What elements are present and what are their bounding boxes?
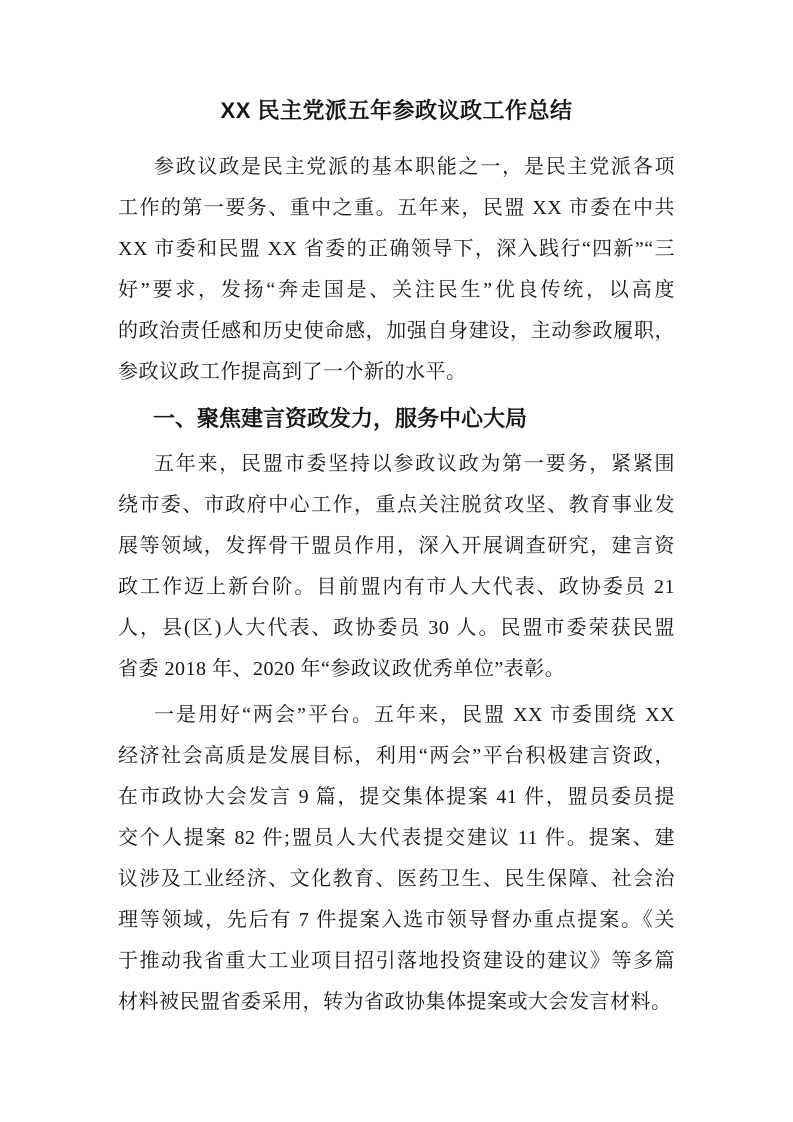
text-line: 材料被民盟省委采用，转为省政协集体提案或大会发言材料。 xyxy=(118,991,672,1013)
text-line: 五年来，民盟市委坚持以参政议政为第一要务，紧紧围 xyxy=(154,453,675,475)
text-line: 经济社会高质是发展目标，利用“两会”平台积极建言资政， xyxy=(118,745,675,767)
text-line: 绕市委、市政府中心工作，重点关注脱贫攻坚、教育事业发 xyxy=(118,494,675,516)
text-line: 好”要求，发扬“奔走国是、关注民生”优良传统，以高度 xyxy=(118,279,675,301)
text-line: 政工作迈上新台阶。目前盟内有市人大代表、政协委员 21 xyxy=(118,576,675,598)
text-line: 交个人提案 82 件;盟员人大代表提交建议 11 件。提案、建 xyxy=(118,827,675,849)
text-line: 在市政协大会发言 9 篇，提交集体提案 41 件，盟员委员提 xyxy=(118,786,675,808)
text-line: 的政治责任感和历史使命感，加强自身建设，主动参政履职， xyxy=(118,320,675,342)
text-line: XX 市委和民盟 XX 省委的正确领导下，深入践行“四新”“三 xyxy=(118,238,675,260)
paragraph-two-sessions xyxy=(118,695,675,1023)
text-line: 省委 2018 年、2020 年“参政议政优秀单位”表彰。 xyxy=(118,658,566,680)
text-line: 参政议政是民主党派的基本职能之一，是民主党派各项 xyxy=(154,156,675,178)
document-title: XX 民主党派五年参政议政工作总结 xyxy=(220,98,573,123)
section-heading: 一、聚焦建言资政发力，服务中心大局 xyxy=(153,406,528,431)
text-line: 一是用好“两会”平台。五年来，民盟 XX 市委围绕 XX xyxy=(154,704,675,726)
paragraph-overview xyxy=(118,444,675,690)
paragraph-intro xyxy=(118,147,675,393)
text-line: 议涉及工业经济、文化教育、医药卫生、民生保障、社会治 xyxy=(118,868,675,890)
text-line: 理等领域，先后有 7 件提案入选市领导督办重点提案。《关 xyxy=(118,909,675,931)
text-line: 人，县(区)人大代表、政协委员 30 人。民盟市委荣获民盟 xyxy=(118,617,675,639)
document-content xyxy=(118,96,675,1023)
text-line: 展等领域，发挥骨干盟员作用，深入开展调查研究，建言资 xyxy=(118,535,675,557)
text-line: 参政议政工作提高到了一个新的水平。 xyxy=(118,361,467,383)
text-line: 工作的第一要务、重中之重。五年来，民盟 XX 市委在中共 xyxy=(118,197,675,219)
text-line: 于推动我省重大工业项目招引落地投资建设的建议》等多篇 xyxy=(118,950,675,972)
